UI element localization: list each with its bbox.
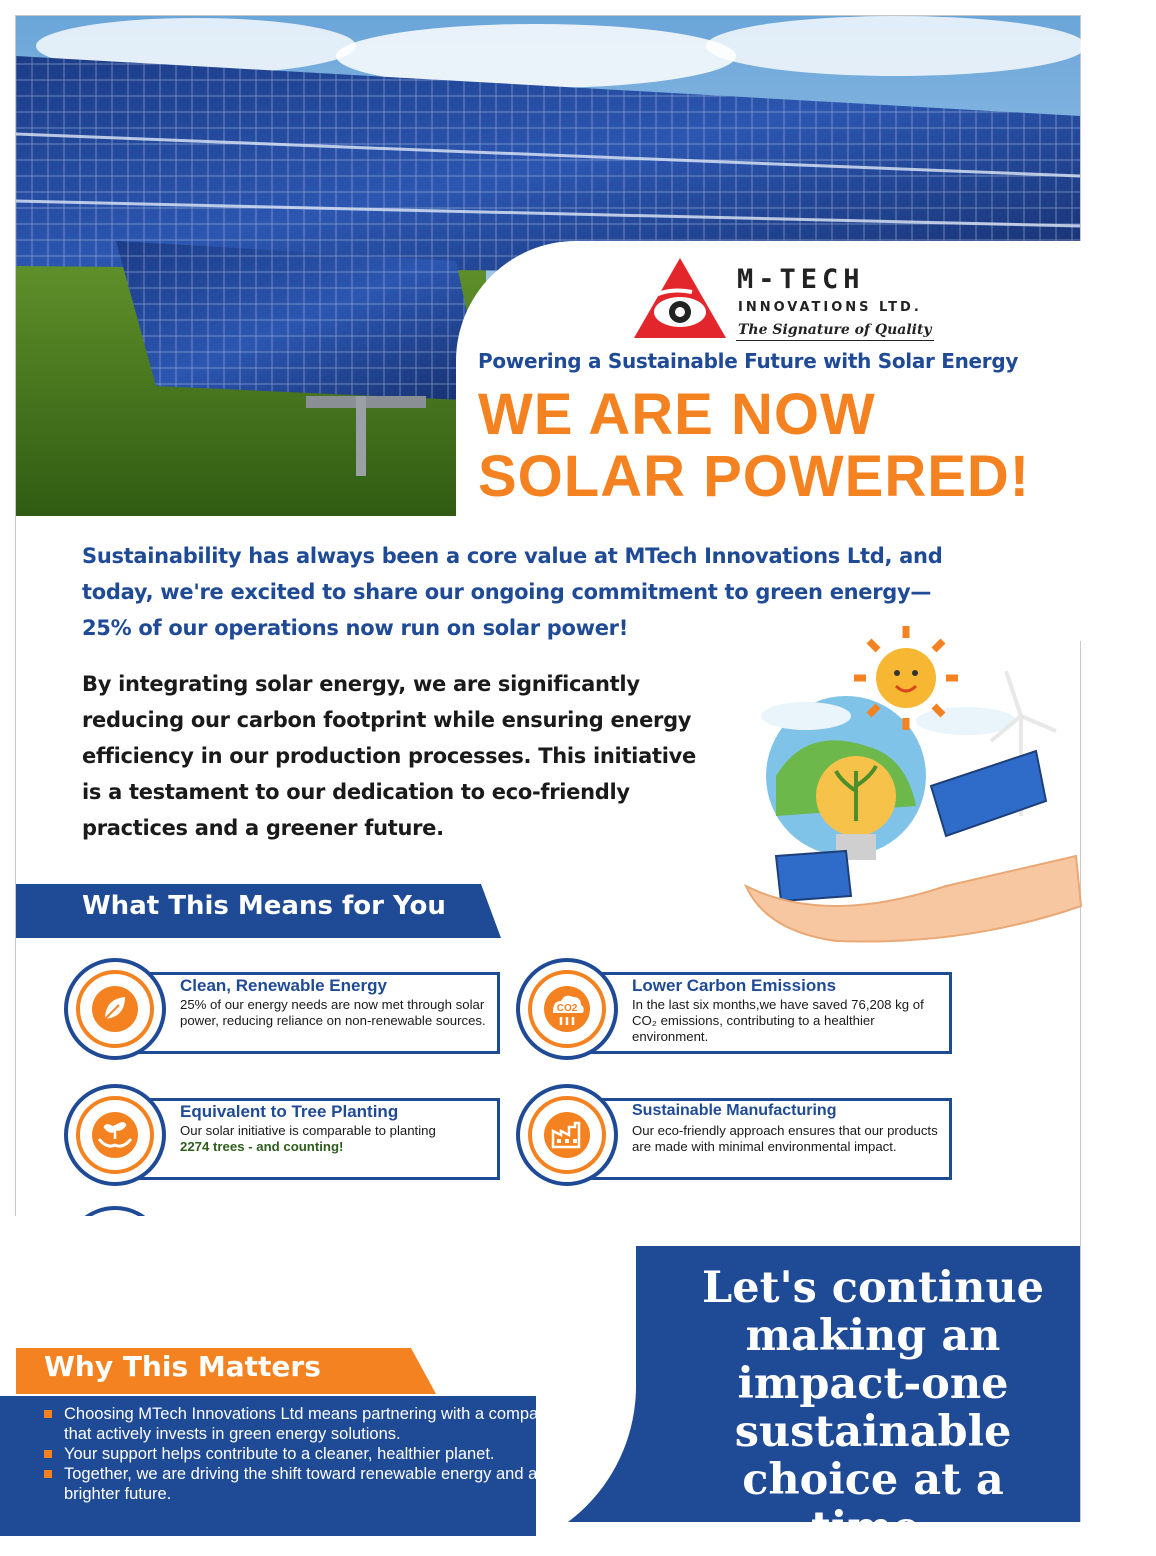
co2-cloud-icon bbox=[541, 983, 593, 1035]
cta-line: impact-one bbox=[737, 1359, 1009, 1409]
cta-line: choice at a time. bbox=[742, 1455, 1004, 1553]
card-title: Lower Carbon Emissions bbox=[632, 976, 837, 995]
card-icon-ring bbox=[64, 958, 166, 1060]
body-paragraph: By integrating solar energy, we are significantly reducing our carbon footprint while ensuring energy efficiency in our production processes. This initiative is a testament to our dedication to eco-friendly practices and a greener future. bbox=[82, 672, 696, 840]
why-bullet: Together, we are driving the shift toward renewable energy and a brighter future. bbox=[44, 1464, 564, 1504]
hand-bulb-solar-illustration bbox=[716, 606, 1086, 946]
headline-line-2: SOLAR POWERED! bbox=[478, 444, 1031, 509]
call-to-action bbox=[678, 1264, 1068, 1552]
why-bullet: Choosing MTech Innovations Ltd means partnering with a company that actively invests in green energy solutions. bbox=[44, 1404, 564, 1444]
co2-icon-text: CO2 bbox=[556, 1003, 578, 1014]
headline-line-1: WE ARE NOW bbox=[478, 382, 876, 447]
card-icon-ring bbox=[516, 1084, 618, 1186]
what-means-title: What This Means for You bbox=[82, 891, 446, 921]
why-bullet: Your support helps contribute to a cleaner, healthier planet. bbox=[44, 1444, 564, 1464]
logo-company: INNOVATIONS LTD. bbox=[738, 300, 922, 315]
intro-paragraph: Sustainability has always been a core value at MTech Innovations Ltd, and today, we're excited to share our ongoing commitment to green energy—25% of our operations now run on solar power! bbox=[82, 544, 943, 640]
cta-line: sustainable bbox=[734, 1407, 1012, 1457]
benefit-card-clean-energy bbox=[64, 964, 500, 1042]
card-description: Our eco-friendly approach ensures that our products are made with minimal environmental impact. bbox=[632, 1123, 938, 1154]
logo-tagline: The Signature of Quality bbox=[736, 322, 934, 341]
card-description-text: Our solar initiative is comparable to planting bbox=[180, 1123, 436, 1138]
benefit-card-tree-planting bbox=[64, 1090, 500, 1168]
sun-icon bbox=[854, 626, 958, 730]
factory-icon bbox=[541, 1109, 593, 1161]
why-title: Why This Matters bbox=[44, 1350, 321, 1383]
benefit-card-sustainable-manufacturing bbox=[516, 1090, 952, 1168]
card-icon-ring bbox=[516, 958, 618, 1060]
tree-count-highlight: 2274 trees - and counting! bbox=[180, 1139, 344, 1154]
eye-triangle-logo-icon bbox=[632, 256, 728, 342]
hero-headline bbox=[478, 384, 1030, 508]
card-description: In the last six months,we have saved 76,208 kg of CO₂ emissions, contributing to a healthier environment. bbox=[632, 997, 924, 1044]
card-title: Clean, Renewable Energy bbox=[180, 976, 387, 995]
cta-line: making an bbox=[745, 1311, 1001, 1361]
poster bbox=[15, 15, 1081, 1553]
hands-plant-icon bbox=[89, 1109, 141, 1161]
card-icon-ring bbox=[64, 1084, 166, 1186]
why-bullet-list bbox=[44, 1404, 564, 1504]
cta-line: Let's continue bbox=[701, 1263, 1044, 1313]
leaf-plug-icon bbox=[89, 983, 141, 1035]
card-title: Equivalent to Tree Planting bbox=[180, 1102, 399, 1121]
company-logo bbox=[632, 256, 952, 356]
logo-name: M-TECH bbox=[737, 264, 865, 295]
card-description: 25% of our energy needs are now met through solar power, reducing reliance on non-renewable sources. bbox=[180, 997, 486, 1028]
card-title: Sustainable Manufacturing bbox=[632, 1102, 837, 1119]
card-description bbox=[180, 1123, 492, 1155]
benefit-card-carbon-emissions bbox=[516, 964, 952, 1042]
hero-subtitle: Powering a Sustainable Future with Solar Energy bbox=[478, 349, 1019, 373]
